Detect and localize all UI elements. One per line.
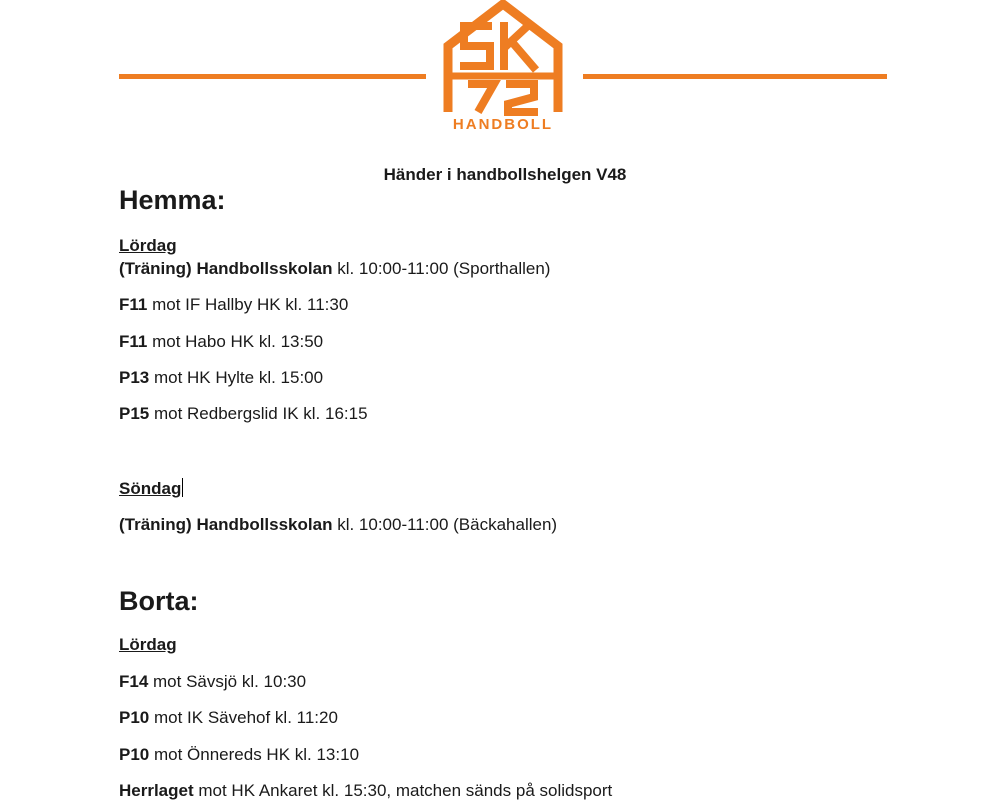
day-heading-hemma-lordag: Lördag (119, 236, 177, 255)
header-rule-left (119, 74, 426, 79)
schedule-line: F14 mot Sävsjö kl. 10:30 (119, 672, 307, 691)
schedule-line: P15 mot Redbergslid IK kl. 16:15 (119, 404, 368, 423)
logo-wordmark: HANDBOLL (452, 116, 554, 133)
schedule-line: Herrlaget mot HK Ankaret kl. 15:30, matchen sänds på solidsport (119, 781, 613, 800)
schedule-line: (Träning) Handbollsskolan kl. 10:00-11:00 (Bäckahallen) (119, 515, 558, 534)
document-title: Händer i handbollshelgen V48 (383, 165, 627, 184)
text-cursor (182, 478, 183, 497)
section-heading-hemma: Hemma: (119, 185, 226, 215)
section-heading-borta: Borta: (119, 586, 199, 616)
schedule-line: P13 mot HK Hylte kl. 15:00 (119, 368, 324, 387)
day-heading-hemma-sondag[interactable]: Söndag (119, 479, 182, 498)
header-rule-right (583, 74, 887, 79)
schedule-line: F11 mot Habo HK kl. 13:50 (119, 332, 324, 351)
schedule-line: F11 mot IF Hallby HK kl. 11:30 (119, 295, 349, 314)
schedule-line: P10 mot IK Sävehof kl. 11:20 (119, 708, 338, 727)
schedule-line: P10 mot Önnereds HK kl. 13:10 (119, 745, 360, 764)
schedule-line: (Träning) Handbollsskolan kl. 10:00-11:00 (Sporthallen) (119, 259, 551, 278)
day-heading-borta-lordag: Lördag (119, 635, 177, 654)
